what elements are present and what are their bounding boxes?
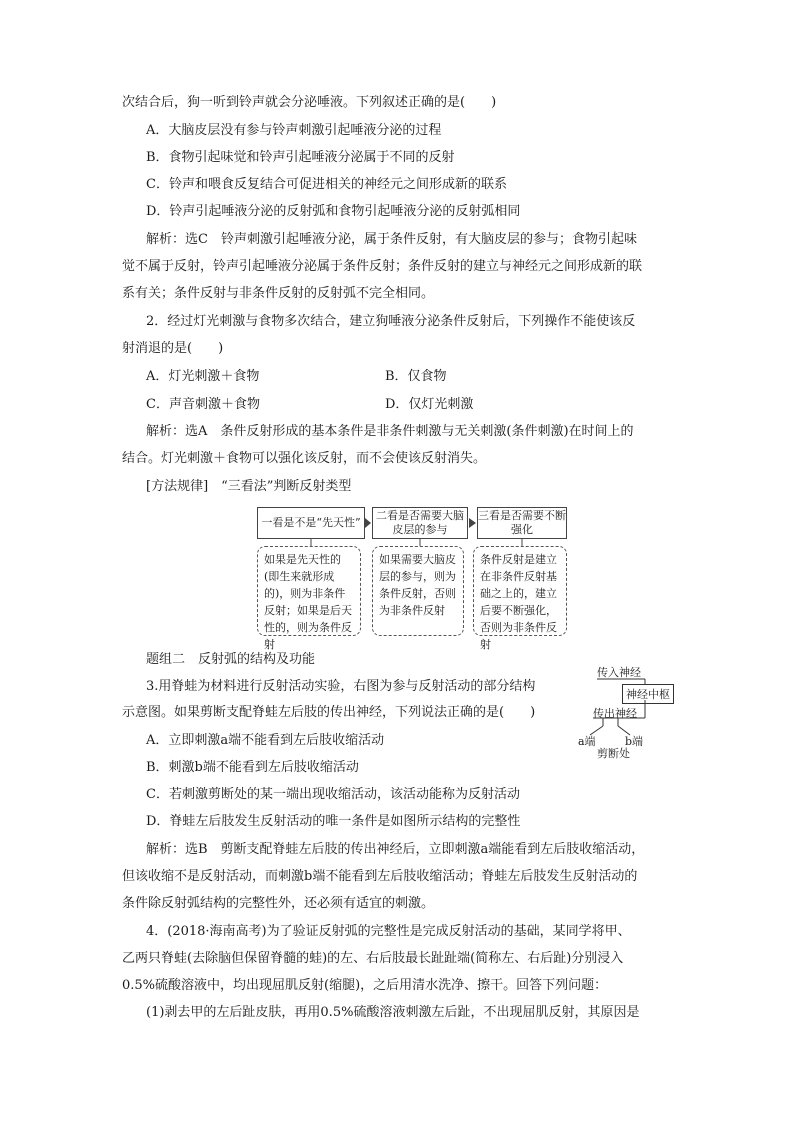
q1-option-d: D．铃声引起唾液分泌的反射弧和食物引起唾液分泌的反射弧相同 (146, 204, 521, 219)
fig-afferent-label: 传入神经 (597, 666, 641, 679)
fig-end-b: b端 (625, 735, 644, 748)
q3-stem-line1: 3.用脊蛙为材料进行反射活动实验，右图为参与反射活动的部分结构 (146, 679, 536, 694)
fig-cut-label: 剪断处 (597, 747, 630, 760)
flow-step-1: 一看是不是“先天性” (257, 507, 365, 539)
q4-line3: 0.5%硫酸溶液中，均出现屈肌反射(缩腿)，之后用清水洗净、擦干。回答下列问题： (122, 978, 608, 993)
q2-analysis-line1: 解析：选A 条件反射形成的基本条件是非条件刺激与无关刺激(条件刺激)在时间上的 (146, 424, 634, 439)
flow-desc-1: 如果是先天性的(即生来就形成的)，则为非条件反射；如果是后天性的，则为条件反射 (257, 546, 361, 636)
q1-option-a: A．大脑皮层没有参与铃声刺激引起唾液分泌的过程 (146, 123, 442, 138)
q2-option-c: C．声音刺激＋食物 (146, 397, 260, 412)
q3-analysis-line3: 条件除反射弧结构的完整性外，还必须有适宜的刺激。 (122, 896, 435, 911)
q2-stem-line1: 2．经过灯光刺激与食物多次结合，建立狗唾液分泌条件反射后，下列操作不能使该反 (146, 314, 636, 329)
q3-analysis-line2: 但该收缩不是反射活动，而刺激b端不能看到左后肢收缩活动；脊蛙左后肢发生反射活动的 (122, 869, 638, 884)
flow-step-3: 三看是否需要不断强化 (477, 507, 567, 539)
flow-desc-3: 条件反射是建立在非条件反射基础之上的，建立后要不断强化，否则为非条件反射 (473, 546, 567, 636)
q2-stem-line2: 射消退的是( ) (122, 341, 224, 356)
q3-option-d: D．脊蛙左后肢发生反射活动的唯一条件是如图所示结构的完整性 (146, 814, 521, 829)
flow-desc-2: 如果需要大脑皮层的参与，则为条件反射，否则为非条件反射 (372, 546, 464, 636)
q1-stem: 次结合后，狗一听到铃声就会分泌唾液。下列叙述正确的是( ) (122, 95, 497, 110)
q1-option-b: B．食物引起味觉和铃声引起唾液分泌属于不同的反射 (146, 150, 455, 165)
q2-option-b: B．仅食物 (385, 369, 447, 384)
q1-analysis-line1: 解析：选C 铃声刺激引起唾液分泌，属于条件反射，有大脑皮层的参与；食物引起味 (146, 232, 637, 247)
q1-option-c: C．铃声和喂食反复结合可促进相关的神经元之间形成新的联系 (146, 177, 507, 192)
flow-step-2: 二看是否需要大脑皮层的参与 (372, 507, 468, 539)
q4-line1: 4．(2018·海南高考)为了验证反射弧的完整性是完成反射活动的基础，某同学将甲、 (146, 924, 631, 939)
q1-analysis-line3: 系有关；条件反射与非条件反射的反射弧不完全相同。 (122, 286, 435, 301)
q3-analysis-line1: 解析：选B 剪断支配脊蛙左后肢的传出神经后，立即刺激a端能看到左后肢收缩活动， (146, 842, 645, 857)
q4-line2: 乙两只脊蛙(去除脑但保留脊髓的蛙)的左、右后肢最长趾趾端(简称左、右后趾)分别浸入 (122, 951, 624, 966)
q2-analysis-line2: 结合。灯光刺激＋食物可以强化该反射，而不会使该反射消失。 (122, 451, 487, 466)
fig-center-box: 神经中枢 (622, 684, 674, 704)
fig-efferent-label: 传出神经 (593, 707, 637, 720)
q2-option-d: D．仅灯光刺激 (385, 397, 474, 412)
q3-stem-line2: 示意图。如果剪断支配脊蛙左后肢的传出神经，下列说法正确的是( ) (122, 705, 536, 720)
q1-analysis-line2: 觉不属于反射，铃声引起唾液分泌属于条件反射；条件反射的建立与神经元之间形成新的联 (122, 259, 643, 274)
q3-option-b: B．刺激b端不能看到左后肢收缩活动 (146, 760, 359, 775)
group2-title: 题组二 反射弧的结构及功能 (146, 652, 316, 667)
q3-option-a: A．立即刺激a端不能看到左后肢收缩活动 (146, 733, 385, 748)
q3-option-c: C．若刺激剪断处的某一端出现收缩活动，该活动能称为反射活动 (146, 787, 520, 802)
fig-end-a: a端 (578, 735, 596, 748)
q2-option-a: A．灯光刺激＋食物 (146, 369, 260, 384)
method-title: [方法规律] “三看法”判断反射类型 (146, 479, 352, 494)
q4-subq1: (1)剥去甲的左后趾皮肤，再用0.5%硫酸溶液刺激左后趾，不出现屈肌反射，其原因是 (146, 1005, 640, 1020)
